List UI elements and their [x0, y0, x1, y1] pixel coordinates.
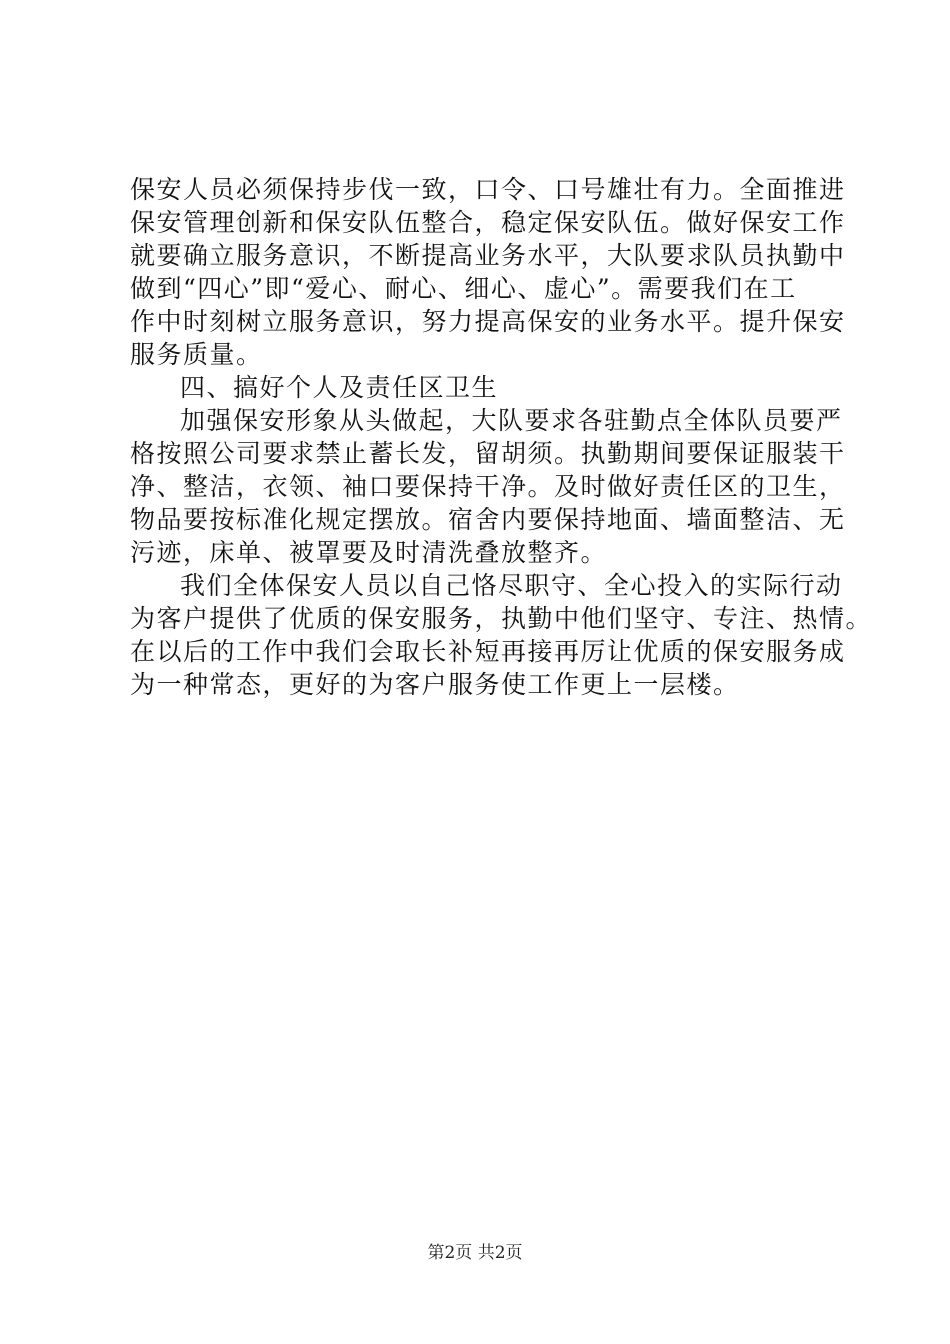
text-line: 物品要按标准化规定摆放。宿舍内要保持地面、墙面整洁、无 [130, 505, 846, 534]
text-line: 服务质量。 [130, 340, 263, 369]
text-line: 作中时刻树立服务意识，努力提高保安的业务水平。提升保安 [130, 307, 846, 336]
text-line: 我们全体保安人员以自己恪尽职守、全心投入的实际行动 [180, 571, 843, 600]
page-footer [0, 1242, 950, 1264]
text-line: 加强保安形象从头做起，大队要求各驻勤点全体队员要严 [180, 406, 843, 435]
text-line: 为客户提供了优质的保安服务，执勤中他们坚守、专注、热情。 [130, 604, 873, 633]
text-line: 保安人员必须保持步伐一致，口令、口号雄壮有力。全面推进 [130, 175, 846, 204]
section-heading: 四、搞好个人及责任区卫生 [180, 373, 499, 402]
text-line: 就要确立服务意识，不断提高业务水平，大队要求队员执勤中 [130, 241, 846, 270]
text-line: 格按照公司要求禁止蓄长发，留胡须。执勤期间要保证服装干 [130, 439, 846, 468]
document-body [130, 173, 873, 701]
text-line: 净、整洁，衣领、袖口要保持干净。及时做好责任区的卫生， [130, 472, 846, 501]
text-line: 污迹，床单、被罩要及时清洗叠放整齐。 [130, 538, 608, 567]
text-line: 在以后的工作中我们会取长补短再接再厉让优质的保安服务成 [130, 637, 846, 666]
page-number-label: 第2页 共2页 [427, 1243, 523, 1263]
text-line: 做到“四心”即“爱心、耐心、细心、虚心”。需要我们在工 [130, 274, 797, 303]
text-line: 为一种常态，更好的为客户服务使工作更上一层楼。 [130, 670, 740, 699]
text-line: 保安管理创新和保安队伍整合，稳定保安队伍。做好保安工作 [130, 208, 846, 237]
